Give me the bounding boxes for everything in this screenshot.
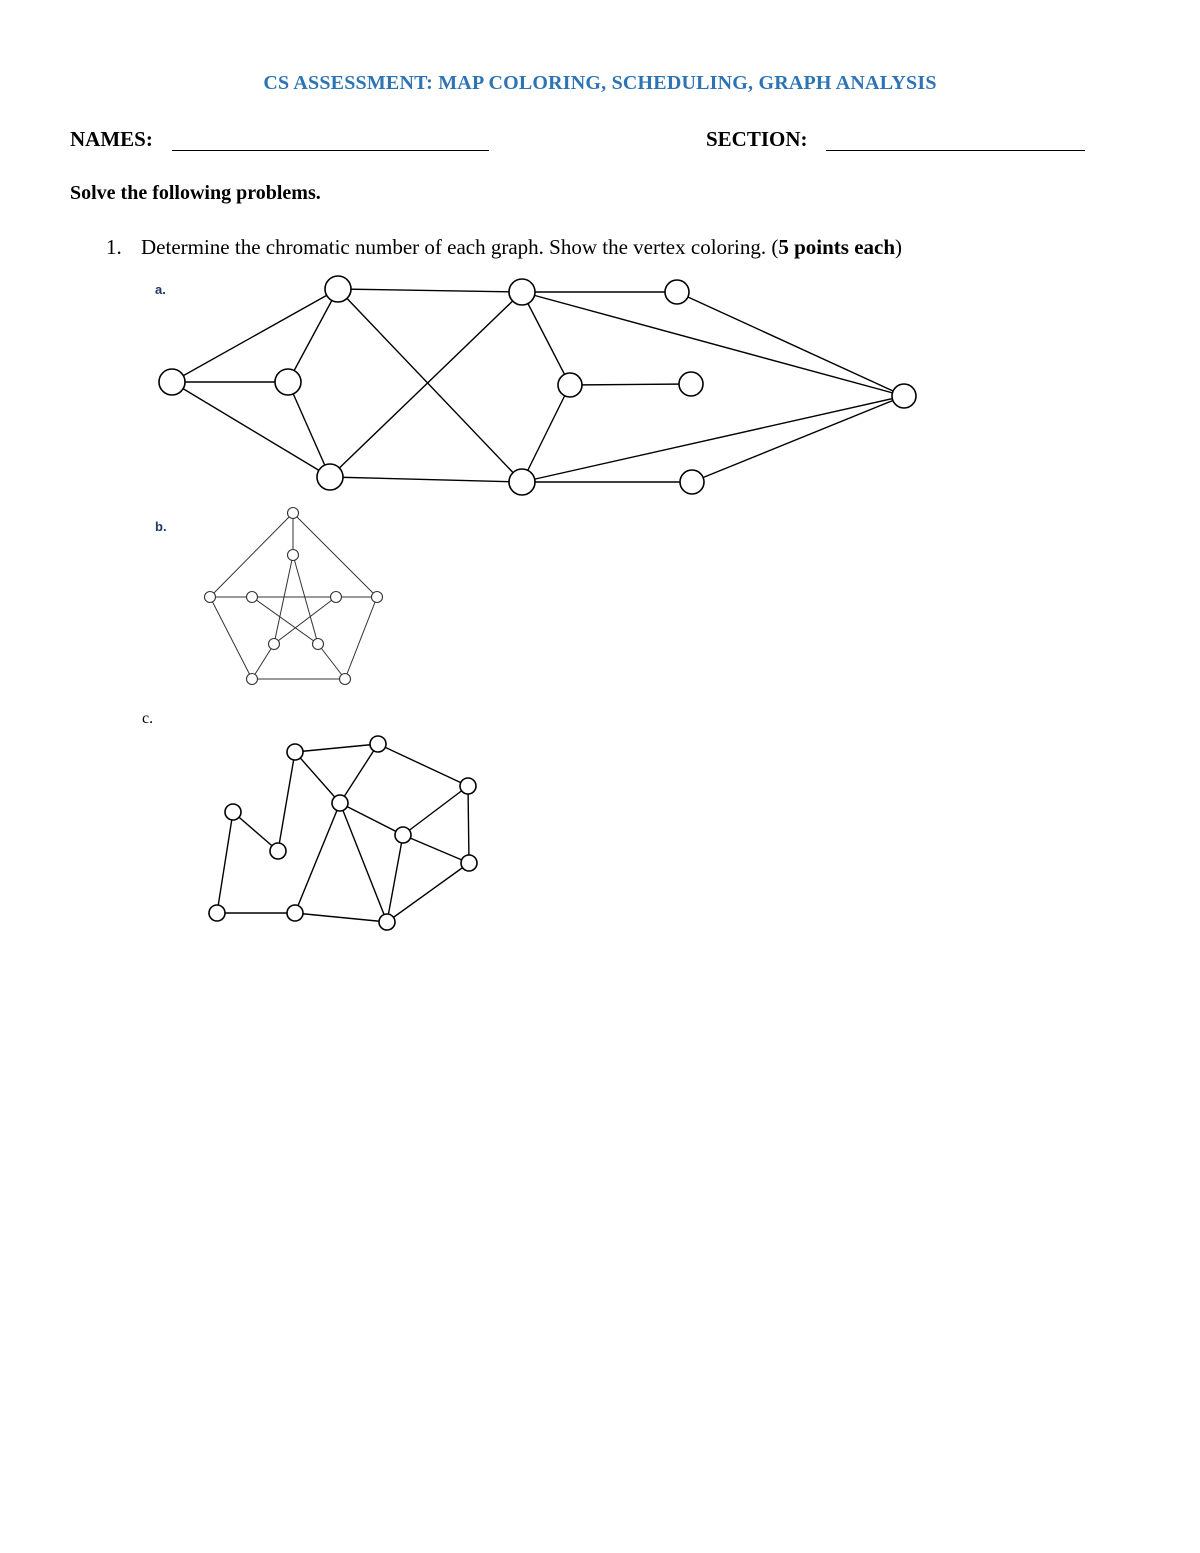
graph-c-edge [217, 812, 233, 913]
graph-c-vertex[interactable] [379, 914, 395, 930]
graph-c-edge [295, 744, 378, 752]
names-label: NAMES: [70, 127, 153, 151]
graph-c-edge [340, 803, 387, 922]
question-close: ) [895, 235, 903, 259]
graph-a-label: a. [155, 282, 166, 297]
question-points: 5 points each [778, 235, 896, 259]
graph-c-label: c. [142, 710, 154, 727]
graph-c-vertex[interactable] [332, 795, 348, 811]
graph-c-edge [295, 913, 387, 922]
graph-c-edge [378, 744, 468, 786]
graph-c-edge [387, 835, 403, 922]
graph-c-edge [403, 786, 468, 835]
graph-c-vertex[interactable] [225, 804, 241, 820]
instructions: Solve the following problems. [70, 182, 321, 204]
question-number: 1. [106, 235, 122, 259]
graph-c-vertex[interactable] [270, 843, 286, 859]
graph-c-vertex[interactable] [461, 855, 477, 871]
graph-c-edge [295, 752, 340, 803]
question-body: Determine the chromatic number of each graph. Show the vertex coloring. ( [141, 235, 779, 259]
graph-c-vertex[interactable] [287, 744, 303, 760]
graph-c-edge [295, 803, 340, 913]
graph-c-edge [233, 812, 278, 851]
graph-c-edge [468, 786, 469, 863]
graph-c-edge [403, 835, 469, 863]
graph-c-edge [340, 744, 378, 803]
graph-c-vertex[interactable] [287, 905, 303, 921]
graph-b-label: b. [155, 519, 167, 534]
graph-c-vertex[interactable] [209, 905, 225, 921]
section-label: SECTION: [706, 127, 808, 151]
graph-c-vertex[interactable] [370, 736, 386, 752]
graph-c-edge [340, 803, 403, 835]
graph-c-vertex[interactable] [460, 778, 476, 794]
page-title: CS ASSESSMENT: MAP COLORING, SCHEDULING, GRAPH ANALYSIS [263, 72, 937, 94]
graph-c-vertex[interactable] [395, 827, 411, 843]
graph-c-edge [387, 863, 469, 922]
graph-c-edge [278, 752, 295, 851]
